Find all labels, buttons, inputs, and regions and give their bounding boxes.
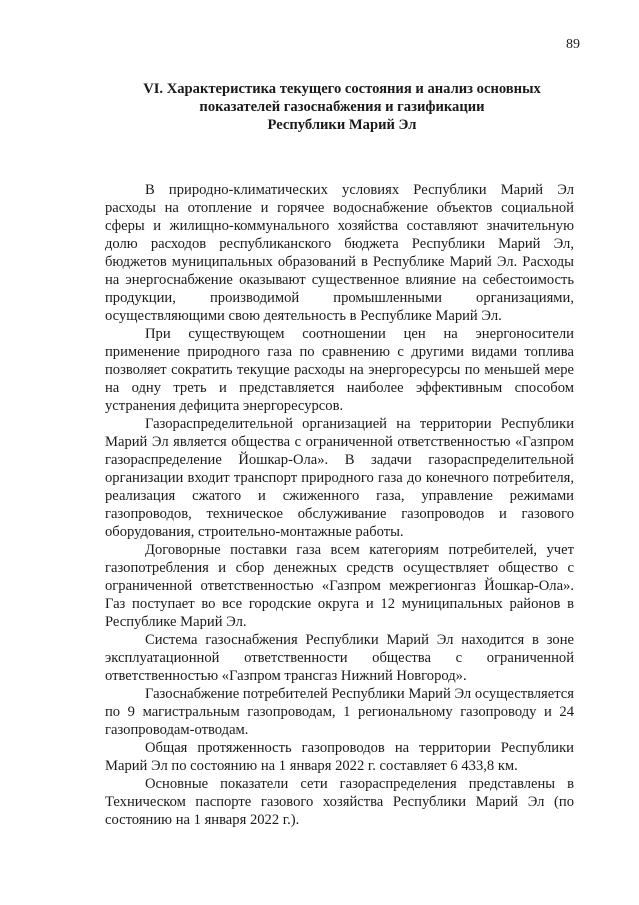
section-heading-line-3: Республики Марий Эл (267, 117, 417, 133)
paragraph-distribution-organization: Газораспределительной организацией на территории Республики Марий Эл является общества с ограниченной ответственностью «Газпром газораспределение Йошкар-Ола». В задачи газораспределительной организации входит транспорт природного газа до конечного потребителя, реализация сжатого и сжиженного газа, управление режимами газопроводов, техническое обслуживание газопроводов и газового оборудования, строительно-монтажные работы. (105, 416, 574, 540)
paragraph-pipelines: Газоснабжение потребителей Республики Марий Эл осуществляется по 9 магистральным газопроводам, 1 региональному газопроводу и 24 газопроводам-отводам. (105, 686, 574, 738)
page-number: 89 (566, 37, 580, 52)
paragraph-total-length: Общая протяженность газопроводов на территории Республики Марий Эл по состоянию на 1 января 2022 г. составляет 6 433,8 км. (105, 740, 574, 774)
body-text (105, 181, 574, 829)
section-heading (105, 80, 579, 134)
section-heading-line-1: VI. Характеристика текущего состояния и анализ основных (143, 81, 541, 97)
paragraph-gas-supply-system: Система газоснабжения Республики Марий Эл находится в зоне эксплуатационной ответственности общества с ограниченной ответственностью «Газпром трансгаз Нижний Новгород». (105, 632, 574, 684)
section-heading-line-2: показателей газоснабжения и газификации (199, 99, 485, 115)
paragraph-natural-gas-benefits: При существующем соотношении цен на энергоносители применение природного газа по сравнению с другими видами топлива позволяет сократить текущие расходы на энергоресурсы по меньшей мере на одну треть и представляется наиболее эффективным способом устранения дефицита энергоресурсов. (105, 326, 574, 414)
paragraph-climate-costs: В природно-климатических условиях Республики Марий Эл расходы на отопление и горячее водоснабжение объектов социальной сферы и жилищно-коммунального хозяйства составляют значительную долю расходов республиканского бюджета Республики Марий Эл, бюджетов муниципальных образований в Республике Марий Эл. Расходы на энергоснабжение оказывают существенное влияние на себестоимость продукции, производимой промышленными организациями, осуществляющими свою деятельность в Республике Марий Эл. (105, 182, 574, 324)
paragraph-gas-supply-contracts: Договорные поставки газа всем категориям потребителей, учет газопотребления и сбор денежных средств осуществляет общество с ограниченной ответственностью «Газпром межрегионгаз Йошкар-Ола». Газ поступает во все городские округа и 12 муниципальных районов в Республике Марий Эл. (105, 542, 574, 630)
paragraph-technical-passport: Основные показатели сети газораспределения представлены в Техническом паспорте газового хозяйства Республики Марий Эл (по состоянию на 1 января 2022 г.). (105, 776, 574, 828)
